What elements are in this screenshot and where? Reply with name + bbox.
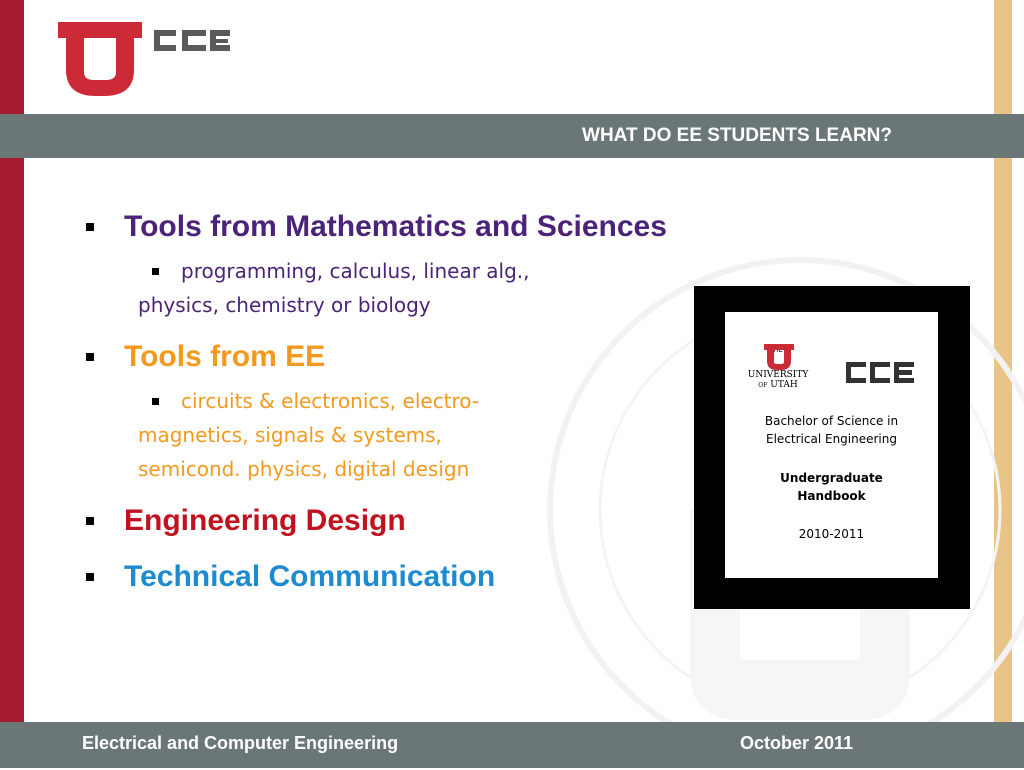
footer-department: Electrical and Computer Engineering — [82, 733, 399, 753]
handbook-title: Undergraduate Handbook — [780, 471, 883, 503]
handbook-year: 2010-2011 — [798, 527, 865, 541]
bullet-item — [86, 340, 706, 374]
bullet-label: Tools from Mathematics and Sciences — [124, 210, 667, 243]
bullet-label: Tools from EE — [124, 340, 326, 373]
sub-bullet-item — [138, 384, 538, 486]
logo-utah-text: UTAH — [770, 380, 798, 390]
bullet-label: Technical Communication — [124, 560, 496, 593]
sub-bullet-item — [138, 254, 568, 322]
bullet-square-icon — [152, 268, 159, 275]
footer-date: October 2011 — [740, 733, 854, 753]
footer-bar — [0, 722, 1024, 768]
bullet-square-icon — [152, 398, 159, 405]
logo-wordmark — [739, 370, 817, 391]
handbook-cover — [725, 312, 938, 578]
bullet-item — [86, 504, 706, 538]
bullet-list — [86, 210, 706, 604]
bullet-square-icon — [86, 573, 94, 581]
slide-title: WHAT DO EE STUDENTS LEARN? — [582, 125, 892, 146]
sub-bullet-text: programming, calculus, linear alg., physics, chemistry or biology — [138, 259, 530, 317]
bullet-square-icon — [86, 223, 94, 231]
logo-university-text: UNIVERSITY — [747, 370, 809, 380]
ece-logo-icon — [846, 362, 914, 384]
title-bar — [0, 114, 1024, 158]
utah-u-icon — [764, 344, 794, 370]
u-ece-logo-icon — [58, 18, 288, 100]
handbook-degree: Bachelor of Science in Electrical Engineering — [764, 414, 899, 446]
bullet-square-icon — [86, 353, 94, 361]
bullet-label: Engineering Design — [124, 504, 406, 537]
bullet-item — [86, 210, 706, 244]
bullet-square-icon — [86, 517, 94, 525]
bullet-item — [86, 560, 706, 594]
sub-bullet-text: circuits & electronics, electro-magnetics, signals & systems, semicond. physics, digital design — [138, 389, 480, 481]
logo-of-text: OF — [758, 382, 768, 389]
handbook-cover-image — [694, 286, 970, 609]
